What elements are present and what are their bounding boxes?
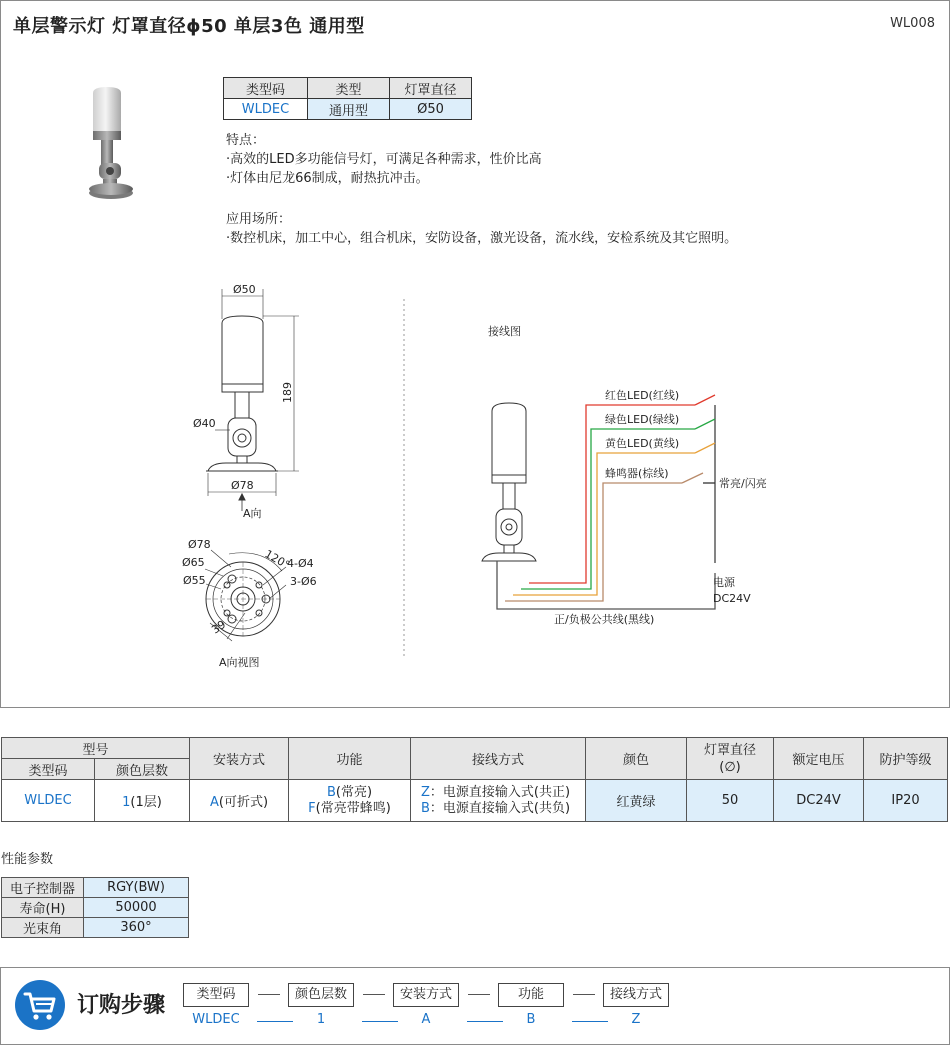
wire-label-green: 绿色LED(绿线) [605,413,680,426]
perf-label: 寿命(H) [2,898,84,918]
wire-label-buzzer: 蜂鸣器(棕线) [605,467,669,480]
wire-label-yellow: 黄色LED(黄线) [605,437,680,450]
step-connector [363,994,385,995]
feature-item: ·高效的LED多功能信号灯，可满足各种需求，性价比高 [226,152,542,167]
spec-header: 防护等级 [864,738,948,780]
step-connector [258,994,280,995]
base-view-label: A向视图 [219,656,260,669]
base-dim-39: 39 [209,617,229,637]
spec-table [1,737,948,822]
feature-item: ·灯体由尼龙66制成，耐热抗冲击。 [226,171,429,186]
base-dim-78: Ø78 [188,538,211,551]
order-code: 1 [316,1012,326,1027]
type-table-header: 类型码 [224,78,308,99]
order-steps-panel [0,967,950,1045]
wiring-title: 接线图 [488,325,521,338]
dim-base-diameter: Ø78 [231,479,254,492]
order-step: 安装方式 [393,983,459,1007]
perf-row [2,918,189,938]
power-label: 电源 [713,576,735,589]
wire-label-red: 红色LED(红线) [605,389,680,402]
base-dim-55: Ø55 [183,574,206,587]
cart-icon [15,980,65,1030]
power-voltage-label: DC24V [713,592,751,605]
spec-ip: IP20 [864,780,948,822]
perf-label: 电子控制器 [2,878,84,898]
perf-value: 360° [84,918,189,938]
application-item: ·数控机床，加工中心，组合机床，安防设备，激光设备，流水线，安检系统及其它照明。 [226,231,738,246]
order-title: 订购步骤 [77,993,166,1018]
spec-header: 灯罩直径 (∅) [687,738,774,780]
base-angle: 120° [262,547,292,572]
spec-row [2,780,948,822]
type-cell: 通用型 [308,99,390,120]
order-code: B [526,1012,536,1027]
base-dim-65: Ø65 [182,556,205,569]
spec-layers: 1(1层) [95,780,190,822]
diameter-cell: Ø50 [390,99,472,120]
order-code: WLDEC [192,1012,240,1027]
spec-mount: A(可折式) [190,780,289,822]
spec-header: 安装方式 [190,738,289,780]
applications-title: 应用场所： [226,212,292,227]
spec-header: 额定电压 [774,738,864,780]
features-title: 特点： [226,133,266,148]
spec-function: B(常亮) F(常亮带蜂鸣) [289,780,411,822]
step-connector [573,994,595,995]
type-code-cell: WLDEC [224,99,308,120]
model-group-header: 型号 [2,738,190,759]
dim-top-diameter: Ø50 [233,283,256,296]
order-step: 类型码 [183,983,249,1007]
wiring-lamp [482,403,536,561]
dim-joint-diameter: Ø40 [193,417,216,430]
spec-header: 功能 [289,738,411,780]
spec-subheader: 类型码 [2,759,95,780]
type-table-header: 灯罩直径 [390,78,472,99]
spec-subheader: 颜色层数 [95,759,190,780]
page-title: 单层警示灯 灯罩直径ϕ50 单层3色 通用型 [13,16,365,37]
type-table-header: 类型 [308,78,390,99]
perf-row [2,878,189,898]
spec-type-code: WLDEC [2,780,95,822]
spec-header-row [2,738,948,759]
wire-mode-label: 常亮/闪亮 [719,477,767,490]
order-step: 接线方式 [603,983,669,1007]
spec-diameter: 50 [687,780,774,822]
common-wire-label: 正/负极公共线(黑线) [554,613,655,626]
wiring-lines [497,395,715,609]
view-arrow-label: A向 [243,507,262,520]
order-step: 功能 [498,983,564,1007]
spec-voltage: DC24V [774,780,864,822]
performance-table [1,877,189,938]
technical-drawings [1,1,949,707]
perf-row [2,898,189,918]
step-connector [468,994,490,995]
spec-header: 颜色 [586,738,687,780]
product-code: WL008 [890,16,935,31]
spec-color: 红黄绿 [586,780,687,822]
perf-label: 光束角 [2,918,84,938]
order-code: A [421,1012,431,1027]
perf-value: 50000 [84,898,189,918]
perf-value: RGY(BW) [84,878,189,898]
order-code: Z [631,1012,641,1027]
spec-wiring: Z：电源直接输入式(共正) B：电源直接输入式(共负) [411,780,586,822]
order-step: 颜色层数 [288,983,354,1007]
base-holes-3: 3-Ø6 [290,575,317,588]
base-holes-4: 4-Ø4 [287,557,314,570]
spec-header: 接线方式 [411,738,586,780]
performance-title: 性能参数 [1,852,54,867]
dim-height: 189 [281,382,294,403]
